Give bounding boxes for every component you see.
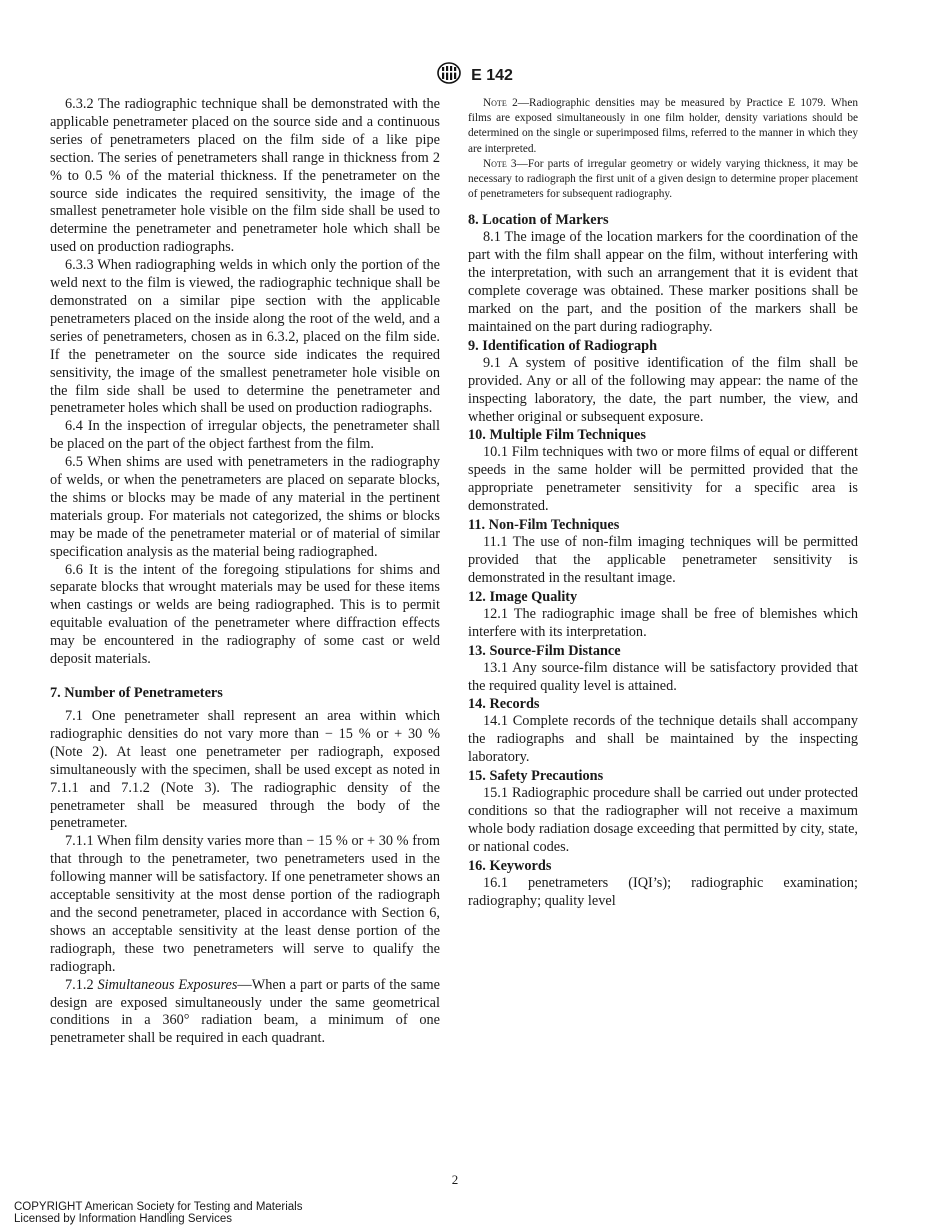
heading-section-11: 11. Non-Film Techniques <box>468 517 620 534</box>
heading-section-8: 8. Location of Markers <box>468 212 609 229</box>
astm-logo-icon <box>437 62 461 89</box>
paragraph-6-3-3: 6.3.3 When radiographing welds in which only the portion of the weld next to the film is viewed, the radiographic technique shall be demonstrated on a similar pipe section with the applicable penetrameters placed on the inside along the root of the weld, and a series of penetrameters, chosen as in 6.3.2, placed on the film side. If the penetrameter on the source side indicates the required sensitivity, the image of the smallest penetrameter hole visible on the film side shall be used to determine the penetrameter and penetrameter holes which shall be used on production radiographs. <box>50 257 440 417</box>
heading-section-9: 9. Identification of Radiograph <box>468 337 658 354</box>
italic-term: Simultaneous Exposures <box>97 976 238 993</box>
paragraph-12-1: 12.1 The radiographic image shall be free of blemishes which interfere with its interpretation. <box>468 605 858 640</box>
paragraph-15-1: 15.1 Radiographic procedure shall be carried out under protected conditions so that the radiographer will not receive a maximum whole body radiation dosage exceeding that permitted by city, state, or national codes. <box>468 785 858 855</box>
paragraph-16-1: 16.1 penetrameters (IQI’s); radiographic examination; radiography; quality level <box>468 874 858 909</box>
paragraph-6-6: 6.6 It is the intent of the foregoing stipulations for shims and separate blocks that wrought materials may be used for these items when castings or welds are being radiographed. This is to permit equitable evaluation of the penetrameter where diffraction effects may be encountered in the radiography of some cast or weld deposit materials. <box>50 561 440 668</box>
note-3 <box>468 157 858 203</box>
paragraph-6-5: 6.5 When shims are used with penetrameters in the radiography of welds, or when the penetrameters are placed on separate blocks, the shims or blocks may be made of any material in the pertinent materials group. For materials not categorized, the shims or blocks may be made of the penetrameter material or of material of similar specification analysis as the material being radiographed. <box>50 454 440 560</box>
heading-section-12: 12. Image Quality <box>468 588 578 605</box>
paragraph-9-1: 9.1 A system of positive identification of the film shall be provided. Any or all of the following may appear: the name of the inspecting laboratory, the date, the part number, the view, and whether original or subsequent exposure. <box>468 354 858 425</box>
note-text: 2—Radiographic densities may be measured by Practice E 1079. When films are exposed simultaneously in one film holder, density variations should be determined on the single or superimposed films, referred to the manner in which they are interpreted. <box>468 97 858 155</box>
footer-license-line: Licensed by Information Handling Services <box>14 1213 232 1226</box>
footer-copyright-line: COPYRIGHT American Society for Testing and Materials <box>14 1201 303 1213</box>
paragraph-8-1: 8.1 The image of the location markers for the coordination of the part with the film shall appear on the film, without interfering with the interpretation, with such an arrangement that it is evident that complete coverage was obtained. These marker positions shall be marked on the part, and the position of the markers shall be maintained on the part during radiography. <box>468 229 858 335</box>
page-number: 2 <box>451 1172 459 1187</box>
note-2 <box>468 96 858 157</box>
heading-section-10: 10. Multiple Film Techniques <box>468 427 646 444</box>
heading-section-7: 7. Number of Penetrameters <box>50 685 223 701</box>
heading-section-15: 15. Safety Precautions <box>468 768 604 785</box>
paragraph-6-4: 6.4 In the inspection of irregular objects, the penetrameter shall be placed on the part of the object farthest from the film. <box>50 418 440 453</box>
standard-designation: E 142 <box>471 66 513 84</box>
paragraph-11-1: 11.1 The use of non-film imaging techniques will be permitted provided that the applicable penetrameter sensitivity is demonstrated in the resultant image. <box>468 534 858 586</box>
heading-section-14: 14. Records <box>468 696 540 713</box>
paragraph-6-3-2: 6.3.2 The radiographic technique shall be demonstrated with the applicable penetrameter placed on the source side and a continuous series of penetrameters placed on the film side of a like pipe section. The series of penetrameters shall range in thickness from 2 % to 0.5 % of the material thickness. If the penetrameter on the source side indicates the required sensitivity, the image of the smallest penetrameter hole visible on the film side shall be used to determine the penetrameter and penetrameter hole which shall be used on production radiographs. <box>50 96 440 256</box>
paragraph-body: —When a part or parts of the same design are exposed simultaneously under the same geometrical conditions in a 360° radiation beam, a minimum of one penetrameter shall be required in each quadrant. <box>50 976 440 1047</box>
left-column <box>50 96 440 1048</box>
paragraph-14-1: 14.1 Complete records of the technique details shall accompany the radiographs and shall be maintained by the inspecting laboratory. <box>468 713 858 766</box>
paragraph-7-1: 7.1 One penetrameter shall represent an area within which radiographic densities do not vary more than − 15 % or + 30 % (Note 2). At least one penetrameter per radiograph, exposed simultaneously with the specimen, shall be used except as noted in 7.1.1 and 7.1.2 (Note 3). The radiographic density of the penetrameter shall be measured through the body of the penetrameter. <box>50 708 440 832</box>
note-label: Note <box>483 157 507 170</box>
copyright-footer <box>14 1201 302 1226</box>
page-header <box>0 62 950 89</box>
heading-section-13: 13. Source-Film Distance <box>468 642 621 659</box>
heading-section-16: 16. Keywords <box>468 857 552 874</box>
paragraph-number: 7.1.2 <box>65 976 98 993</box>
paragraph-10-1: 10.1 Film techniques with two or more films of equal or different speeds in the same holder will be permitted provided that the appropriate penetrameter sensitivity for a specific area is demonstrated. <box>468 444 858 515</box>
paragraph-7-1-2 <box>50 977 440 1049</box>
note-label: Note <box>483 97 507 109</box>
paragraph-13-1: 13.1 Any source-film distance will be satisfactory provided that the required quality level is attained. <box>468 659 858 694</box>
paragraph-7-1-1: 7.1.1 When film density varies more than − 15 % or + 30 % from that through to the penetrameter, two penetrameters used in the following manner will be satisfactory. If one penetrameter shows an acceptable sensitivity at the most dense portion of the radiograph and the second penetrameter, placed in accordance with Section 6, shows an acceptable sensitivity at the least dense portion of the radiograph, these two penetrameters will serve to qualify the radiograph. <box>50 833 440 975</box>
note-text: 3—For parts of irregular geometry or widely varying thickness, it may be necessary to radiograph the first unit of a given design to determine proper placement of penetrameters for subsequent radiography. <box>468 157 858 201</box>
right-column <box>468 96 858 911</box>
